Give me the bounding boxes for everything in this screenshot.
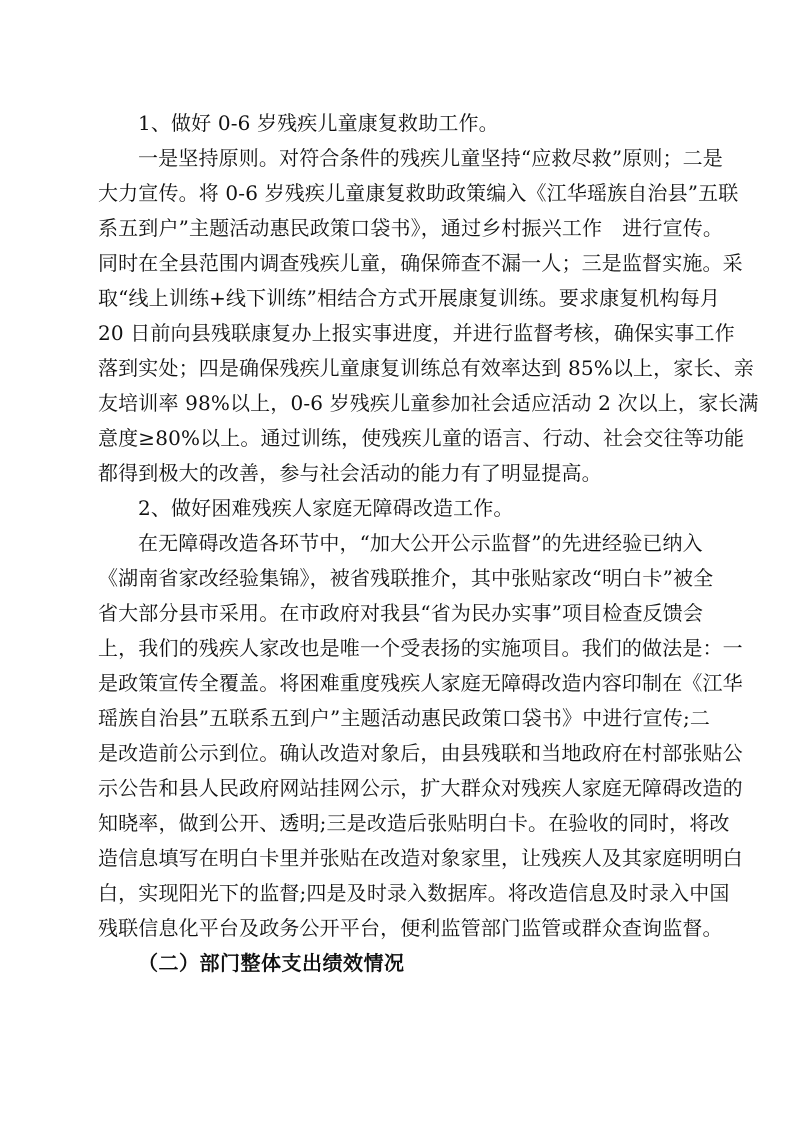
paragraph-1-line: 系五到户”主题活动惠民政策口袋书》，通过乡村振兴工作 进行宣传。: [98, 216, 724, 240]
paragraph-1-line: 同时在全县范围内调查残疾儿童，确保筛查不漏一人；三是监督实施。采: [98, 251, 743, 275]
paragraph-1-line: 20 日前向县残联康复办上报实事进度，并进行监督考核，确保实事工作: [98, 321, 735, 345]
paragraph-2-line: 残联信息化平台及政务公开平台，便利监管部门监管或群众查询监督。: [98, 916, 723, 940]
paragraph-2-line: 瑶族自治县”五联系五到户”主题活动惠民政策口袋书》中进行宣传;二: [98, 706, 710, 730]
paragraph-2-line: 是改造前公示到位。确认改造对象后，由县残联和当地政府在村部张贴公: [98, 741, 743, 765]
paragraph-1-line: 都得到极大的改善，参与社会活动的能力有了明显提高。: [98, 461, 602, 485]
paragraph-2-line: 知晓率，做到公开、透明;三是改造后张贴明白卡。在验收的同时，将改: [98, 811, 730, 835]
paragraph-2-line: 造信息填写在明白卡里并张贴在改造对象家里，让残疾人及其家庭明明白: [98, 846, 743, 870]
paragraph-1-line: 意度≥80%以上。通过训练，使残疾儿童的语言、行动、社会交往等功能: [98, 426, 745, 450]
paragraph-2-line: 白，实现阳光下的监督;四是及时录入数据库。将改造信息及时录入中国: [98, 881, 730, 905]
paragraph-1-line: 落到实处；四是确保残疾儿童康复训练总有效率达到 85%以上，家长、亲: [98, 356, 754, 380]
subsection-heading: （二）部门整体支出绩效情况: [138, 951, 405, 975]
paragraph-1-line: 取“线上训练+线下训练”相结合方式开展康复训练。要求康复机构每月: [98, 286, 721, 310]
section-heading-1: 1、做好 0-6 岁残疾儿童康复救助工作。: [138, 111, 499, 135]
paragraph-2-line: 上，我们的残疾人家改也是唯一个受表扬的实施项目。我们的做法是：一: [98, 636, 743, 660]
paragraph-1-line: 友培训率 98%以上，0-6 岁残疾儿童参加社会适应活动 2 次以上，家长满: [98, 391, 759, 415]
section-heading-2: 2、做好困难残疾人家庭无障碍改造工作。: [138, 496, 514, 520]
paragraph-2-line: 示公告和县人民政府网站挂网公示，扩大群众对残疾人家庭无障碍改造的: [98, 776, 743, 800]
paragraph-2-line: 在无障碍改造各环节中，“加大公开公示监督”的先进经验已纳入: [138, 531, 703, 555]
paragraph-2-line: 是政策宣传全覆盖。将困难重度残疾人家庭无障碍改造内容印制在《江华: [98, 671, 743, 695]
paragraph-2-line: 《湖南省家改经验集锦》，被省残联推介，其中张贴家改“明白卡”被全: [98, 566, 714, 590]
paragraph-1-line: 大力宣传。将 0-6 岁残疾儿童康复救助政策编入《江华瑶族自治县”五联: [98, 181, 739, 205]
document-body: [98, 106, 759, 981]
paragraph-1-line: 一是坚持原则。对符合条件的残疾儿童坚持“应救尽救”原则；二是: [138, 146, 723, 170]
paragraph-2-line: 省大部分县市采用。在市政府对我县“省为民办实事”项目检查反馈会: [98, 601, 704, 625]
